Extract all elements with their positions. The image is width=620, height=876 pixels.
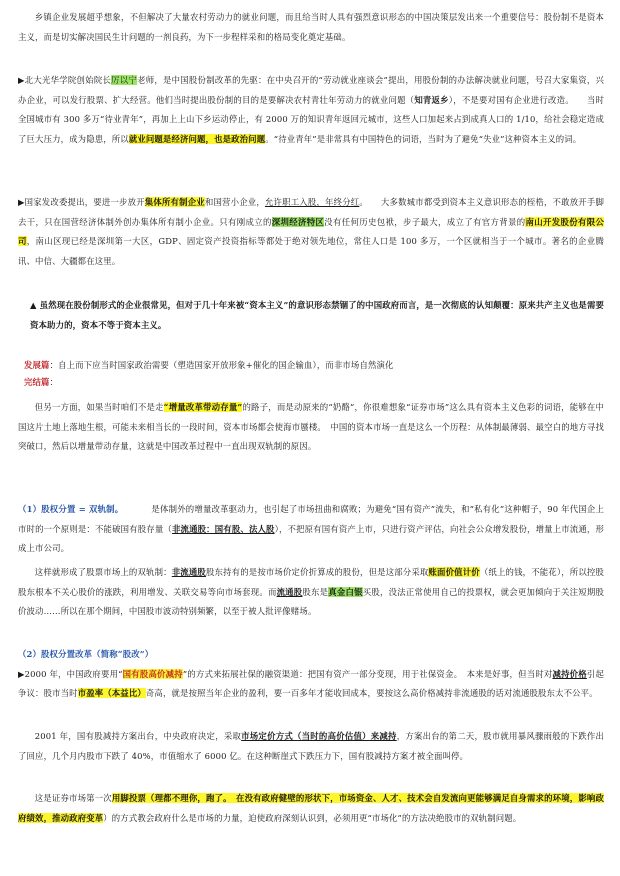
text-segment: （纸上的钱，不能花），所以控股股东根本不关心股价的涨跌，利用增发、关联交易等向市场套现。而 (18, 567, 604, 597)
paragraph-township-enterprises (18, 8, 604, 47)
highlight-market-forces: 在没有政府健壁的形状下，市场资金、人才、技术会自发流向更能够满足自身需求的环境，影响政府绩效，推动政府变革 (18, 793, 604, 823)
paragraph-text: ▲ 虽然现在股份制形式的企业很常见，但对于几十年来被“资本主义”的意识形态禁锢了的中国政府而言，是一次彻底的认知颠覆：原来共产主义也是需要资本助力的，资本不等于资本主义。 (30, 300, 604, 330)
paragraph-reduction (18, 665, 604, 704)
highlight-real-money: 真金白银 (328, 586, 363, 597)
text-segment: 。 大多数城市都受到资本主义意识形态的桎梏，不敢放开手脚去干，只在国营经济体制外创办集体所有制小企业。只有刚成立的 (18, 197, 604, 227)
underlined-market-pricing: 市场定价方式（当时的高价估值）来减持 (241, 731, 397, 741)
section-split-share (18, 500, 604, 559)
highlight-incremental: “增量改革带动存量” (163, 402, 243, 412)
underlined-non-tradable: 非流通股：国有股、法人股 (171, 523, 275, 534)
text-segment: 引起争议：股市当时 (18, 668, 604, 698)
highlight-book-value: 账面价值计价 (428, 567, 480, 577)
text-segment: ）的方式教会政府什么是市场的力量，迫使政府深刻认识到，必须用更“市场化”的方法决绝股市的双轨制问题。 (103, 812, 522, 823)
highlight-high-price-reduction: 国有股高价减持 (122, 668, 183, 679)
paragraph-2001-plan (18, 727, 604, 766)
section-title: （1）股权分置 = 双轨制。 (18, 504, 124, 514)
text-segment: 的路子，而是动原来的“奶酪”，你很难想象“证券市场”这么具有资本主义色彩的词语，能够在中国这片土地上落地生根，可能未来相当长的一段时间，资本市场都会使海市蜃楼。 中国的资本市场一直是这么一个历程：从体制最薄弱、最空白的地方寻找突破口，然后以增量带动存量，这就是中国改革过程中一直出现双轨制的原因。 (18, 402, 604, 451)
underlined-term: 非流通股 (171, 567, 206, 577)
development-section (18, 356, 610, 392)
text-segment: 奇高，就是按照当年企业的盈利，要一百多年才能收回成本，要按这么高价格减持非流通股的话对流通股股东太不公平。 (145, 688, 598, 698)
highlight-name: 厉以宁 (111, 75, 138, 85)
underlined-tradable: 流通股 (276, 586, 303, 597)
text-segment: 没有任何历史包袱，步子最大，成立了有官方背景的 (324, 216, 526, 227)
label-completion: 完结篇 (24, 376, 50, 387)
text-segment: 。“待业青年”是非常具有中国特色的词语，当时为了避免“失业”这种资本主义的词。 (265, 133, 582, 144)
section-reform (18, 645, 604, 704)
text-segment: 是体制外的增量改革驱动力，也引起了市场扭曲和腐败；为避免“国有资产”流失，和“私有化”这种帽子，90 年代国企上市时的一个原则是：不能破国有股存量（ (18, 504, 605, 534)
highlight-nanshan: 南山开发股份有限公司 (18, 216, 604, 246)
paragraph-text: 乡镇企业发展超乎想象，不但解决了大量农村劳动力的就业问题，而且给当时人具有强烈意识形态的中国决策层发出来一个重要信号：股份制不是资本主义，而是切实解决国民生计问题的一剂良药，为下一步程样采和的格局变化奠定基础。 (18, 12, 604, 42)
text-segment: 但另一方面，如果当时咱们不是走 (34, 402, 164, 412)
underlined-term: 减持价格 (552, 668, 587, 679)
paragraph-voting-with-feet (18, 789, 604, 828)
text-segment: 老师，是中国股份制改革的先驱：在中央召开的“劳动就业座谈会”提出，用股份制的办法解决就业问题，号召大家集资，兴办企业，可以发行股票、扩大经营。他们当时提出股份制的目的是要解决农村青壮年劳动力的就业问题（ (18, 75, 605, 105)
text-segment: ： (49, 376, 59, 387)
text-segment: ，方案出台的第二天，股市就用暴风骤雨般的下跌作出了回应，几个月内股市下跌了 40%，市值缩水了 6000 亿。在这种断崖式下跌压力下，国有股减持方案才被全面叫停。 (18, 731, 604, 761)
text-segment: ：自上而下应当时国家政治需要（塑造国家开放形象+催化的国企输血），而非市场自然演化 (49, 360, 394, 370)
highlight-vote-with-feet: 用脚投票（理都不理你，跑了。 (111, 793, 228, 803)
paragraph-incremental-reform (18, 398, 604, 457)
text-segment: 2001 年，国有股减持方案出台，中央政府决定，采取 (34, 731, 242, 741)
text-segment: 股东持有的是按市场价定价折算成的股份，但是这部分采取 (205, 567, 429, 577)
text-segment: 这是证券市场第一次 (34, 793, 112, 803)
highlight-pe-ratio: 市盈率（本益比） (77, 688, 146, 698)
highlight-conclusion: 就业问题是经济问题，也是政治问题 (128, 133, 266, 144)
bold-term: 知青返乡 (414, 94, 449, 105)
paragraph-li-yining (18, 71, 604, 149)
highlight-collective-enterprise: 集体所有制企业 (144, 197, 205, 207)
text-segment: 买股，没法正常使用自己的投票权，就会更加倾向于关注短期股价波动……所以在那个期间，中国股市波动特别频繁，以至于被人批评像赌场。 (18, 586, 604, 616)
paragraph-cognitive-shift (18, 296, 604, 335)
text-segment: ▶北大光华学院创始院长 (18, 75, 112, 85)
section-title: （2）股权分置改革（简称“股改”） (18, 649, 154, 659)
text-segment: ”的方式来拓展社保的融资渠道：把国有资产一部分变现，用于社保资金。 本来是好事，但当时对 (182, 668, 553, 679)
text-segment: ），不是要对国有企业进行改造。 当时全国城市有 300 多万“待业青年”，再加上上山下乡运动停止，有 2000 万的知识青年返回元城市，这些人口加起来占到成真人口的 1/10，给社会稳定造成了巨大压力，成为隐患，所以 (18, 94, 604, 144)
underlined-term: 允许职工入股，年终分红 (264, 197, 360, 207)
text-segment: 这样就形成了股票市场上的双轨制： (34, 567, 172, 577)
text-segment: ，南山区现已经是深圳第一大区，GDP、固定资产投资指标等都处于绝对领先地位，常住人口是 100 多万，一个区就相当于一个城市。著名的企业腾讯、中信、大疆都在这里。 (18, 236, 604, 266)
label-development: 发展篇 (24, 360, 50, 370)
text-segment: ▶2000 年，中国政府要用“ (18, 668, 123, 679)
paragraph-ndrc (18, 193, 604, 271)
text-segment: ▶国家发改委提出，要进一步放开 (18, 197, 145, 207)
paragraph-dual-track (18, 563, 604, 622)
text-segment: ），不把原有国有资产上市，只进行资产评估，向社会公众增发股份，增量上市流通，形成上市公司。 (18, 523, 604, 553)
highlight-shenzhen: 深圳经济特区 (271, 216, 325, 227)
text-segment: 和国营小企业， (204, 197, 265, 207)
text-segment: 股东是 (302, 586, 329, 597)
